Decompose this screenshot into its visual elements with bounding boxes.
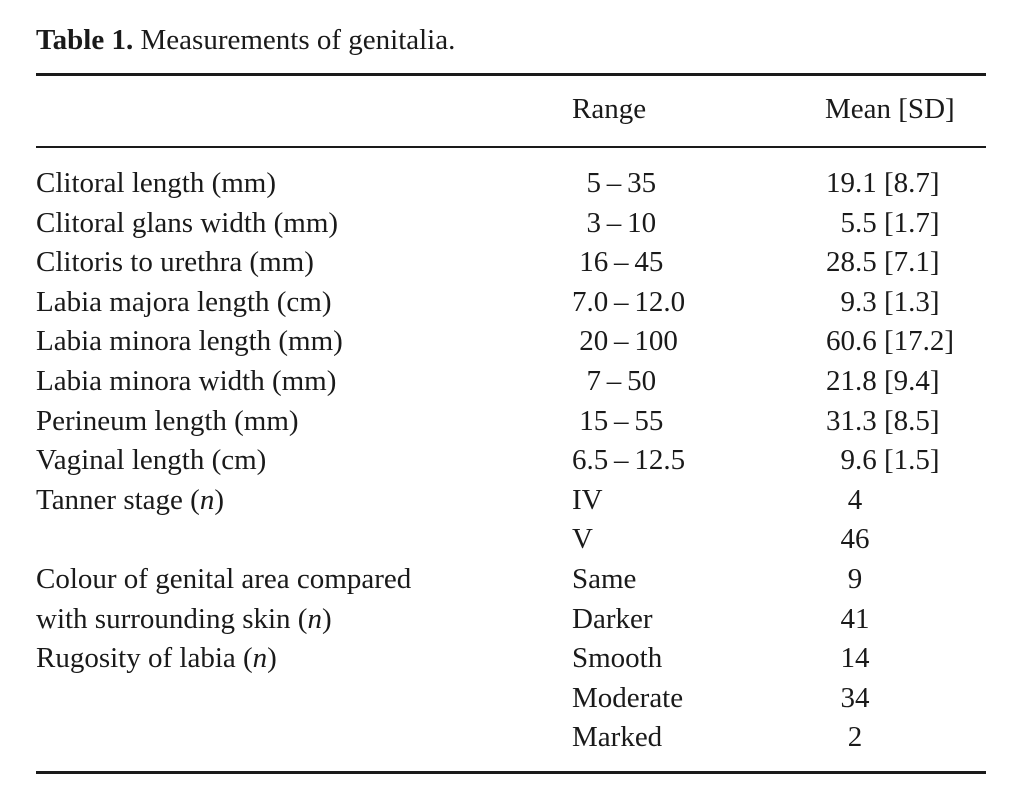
row-range: 16 – 45 xyxy=(572,246,664,279)
row-range: 3 – 10 xyxy=(572,206,657,239)
bottom-rule xyxy=(36,771,986,774)
row-range: Darker xyxy=(572,602,653,635)
row-range: Moderate xyxy=(572,681,684,714)
table-row xyxy=(0,441,1024,481)
row-label: Vaginal length (cm) xyxy=(36,444,267,477)
row-range: 7 – 50 xyxy=(572,364,657,397)
row-label: Labia minora width (mm) xyxy=(36,364,337,397)
row-mean: 34 xyxy=(826,681,870,714)
row-mean: 14 xyxy=(826,642,870,675)
table-row xyxy=(0,600,1024,640)
row-mean: 28.5 [7.1] xyxy=(826,246,940,279)
row-range: 6.5 – 12.5 xyxy=(572,444,686,477)
row-label: Clitoris to urethra (mm) xyxy=(36,246,314,279)
table-header xyxy=(0,93,1024,133)
row-range: IV xyxy=(572,483,603,516)
table-row xyxy=(0,362,1024,402)
row-mean: 41 xyxy=(826,602,870,635)
table-row xyxy=(0,164,1024,204)
row-range: 20 – 100 xyxy=(572,325,678,358)
table-row xyxy=(0,283,1024,323)
row-range: V xyxy=(572,523,593,556)
row-label: with surrounding skin (n) xyxy=(36,602,332,635)
row-label: Rugosity of labia (n) xyxy=(36,642,277,675)
row-range: Marked xyxy=(572,721,663,754)
table-caption xyxy=(36,24,455,57)
table-row xyxy=(0,718,1024,758)
row-mean: 9 xyxy=(826,562,863,595)
table-row xyxy=(0,322,1024,362)
row-label: Clitoral length (mm) xyxy=(36,167,277,199)
row-mean: 9.6 [1.5] xyxy=(826,444,940,477)
row-range: 7.0 – 12.0 xyxy=(572,285,686,318)
column-header-mean: Mean [SD] xyxy=(825,93,955,125)
row-mean: 46 xyxy=(826,523,870,556)
row-label: Perineum length (mm) xyxy=(36,404,299,437)
header-rule xyxy=(36,146,986,148)
table-body xyxy=(0,164,1024,758)
row-label: Colour of genital area compared xyxy=(36,562,412,595)
row-range: 15 – 55 xyxy=(572,404,664,437)
table-row xyxy=(0,481,1024,521)
table-row xyxy=(0,243,1024,283)
row-mean: 21.8 [9.4] xyxy=(826,364,940,397)
column-header-range: Range xyxy=(572,93,647,125)
table-row xyxy=(0,560,1024,600)
row-mean: 5.5 [1.7] xyxy=(826,206,940,239)
table-row xyxy=(0,679,1024,719)
table-number: Table 1. xyxy=(36,24,134,56)
row-mean: 31.3 [8.5] xyxy=(826,404,940,437)
table-row xyxy=(0,204,1024,244)
row-mean: 9.3 [1.3] xyxy=(826,285,940,318)
table-title: Measurements of genitalia. xyxy=(140,24,456,56)
row-range: 5 – 35 xyxy=(572,167,657,199)
row-range: Same xyxy=(572,562,637,595)
row-mean: 2 xyxy=(826,721,863,754)
row-mean: 60.6 [17.2] xyxy=(826,325,955,358)
table-row xyxy=(0,402,1024,442)
row-label: Tanner stage (n) xyxy=(36,483,225,516)
row-range: Smooth xyxy=(572,642,663,675)
top-rule xyxy=(36,73,986,76)
table-row xyxy=(0,520,1024,560)
table-row xyxy=(0,639,1024,679)
row-label: Labia minora length (mm) xyxy=(36,325,343,358)
row-label: Labia majora length (cm) xyxy=(36,285,332,318)
row-mean: 4 xyxy=(826,483,863,516)
row-label: Clitoral glans width (mm) xyxy=(36,206,339,239)
row-mean: 19.1 [8.7] xyxy=(826,167,940,199)
